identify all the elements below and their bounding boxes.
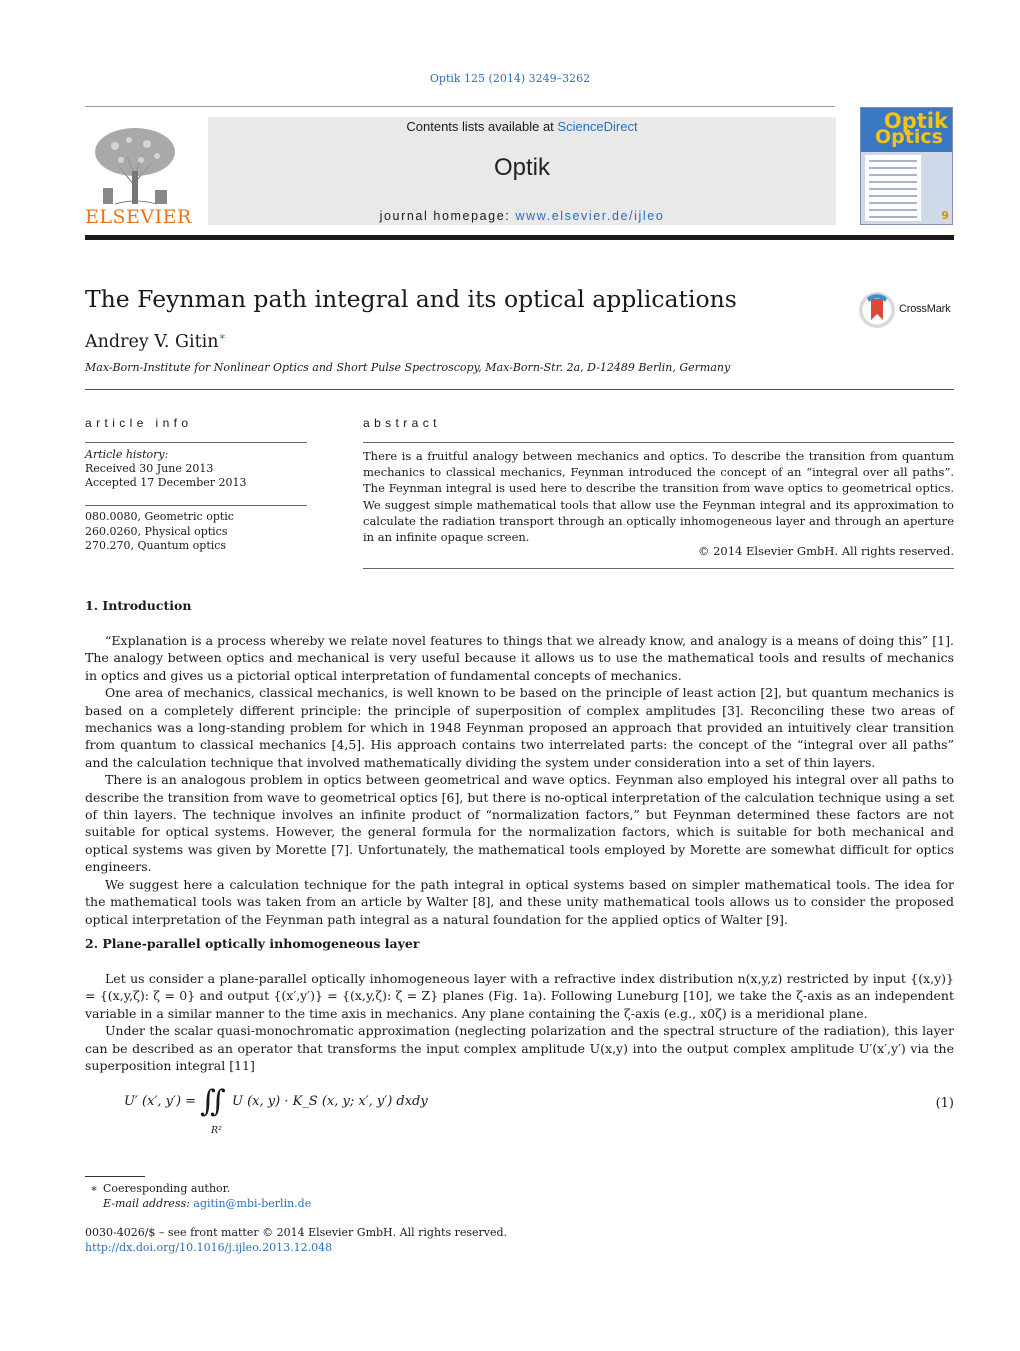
abstract-text: There is a fruitful analogy between mechanics and optics. To describe the transition from quantum mechanics to classical mechanics, Feynman introduced the concept of an “integral over all paths”. The Feynman integral is used here to describe the transition from wave optics to geometrical optics. We suggest simple mathematical tools that allow use the Feynman integral and its approximation to calculate the radiation transport through an optically inhomogeneous layer and through an aperture in an infinite opaque screen.: [363, 449, 954, 545]
doi-link[interactable]: http://dx.doi.org/10.1016/j.ijleo.2013.12.048: [85, 1240, 333, 1254]
equation-double-integral: ∬: [200, 1084, 226, 1119]
homepage-prefix: journal homepage:: [379, 209, 516, 223]
cover-title-optics: Optics: [875, 126, 943, 148]
section-heading-plane-parallel-layer: 2. Plane-parallel optically inhomogeneous layer: [85, 936, 420, 951]
article-title: The Feynman path integral and its optical applications: [85, 285, 737, 313]
journal-homepage: [208, 209, 836, 223]
abstract-heading: abstract: [363, 416, 441, 430]
cover-contents-panel: [865, 155, 921, 221]
sciencedirect-link[interactable]: ScienceDirect: [557, 119, 638, 134]
accepted-date: Accepted 17 December 2013: [85, 476, 247, 489]
journal-cover-thumbnail[interactable]: [860, 107, 953, 225]
email-link[interactable]: agitin@mbi-berlin.de: [193, 1196, 312, 1210]
section-heading-introduction: 1. Introduction: [85, 598, 192, 613]
footnote-mark: ∗: [90, 1182, 98, 1195]
history-label: Article history:: [85, 448, 169, 461]
abstract-copyright: © 2014 Elsevier GmbH. All rights reserved.: [697, 544, 954, 558]
contents-line: [208, 119, 836, 134]
article-info-rule: [85, 442, 307, 443]
contents-prefix: Contents lists available at: [406, 119, 558, 134]
corresponding-author-mark[interactable]: ∗: [218, 330, 226, 343]
paragraph: Let us consider a plane-parallel optically inhomogeneous layer with a refractive index distribution n(x,y,z) restricted by input {(x,y)} = {(x,y,ζ): ζ = 0} and output {(x′,y′)} = {(x,y,ζ): ζ = Z} planes (Fig. 1a). Following Luneburg [10], we take the ζ-axis as an independent variable in a similar manner to the time axis in mechanics. Any plane containing the ζ-axis (e.g., x0ζ) is a meridional plane.: [85, 971, 954, 1021]
crossmark-label[interactable]: CrossMark: [899, 303, 951, 315]
footnote-text: Coeresponding author.: [103, 1182, 231, 1195]
title-block-rule: [85, 389, 954, 390]
keywords-list: [85, 510, 234, 554]
journal-name: Optik: [493, 154, 550, 181]
journal-citation-link[interactable]: Optik 125 (2014) 3249–3262: [429, 72, 591, 85]
elsevier-wordmark: ELSEVIER: [85, 206, 192, 228]
issn-line: 0030-4026/$ – see front matter © 2014 Elsevier GmbH. All rights reserved.: [85, 1226, 508, 1239]
article-history: [85, 448, 247, 490]
paragraph: One area of mechanics, classical mechanics, is well known to be based on the principle of least action [2], but quantum mechanics is based on a completely different principle: the principle of superposition of complex amplitudes [3]. Reconciling these two areas of mechanics was a long-standing problem for which in 1948 Feynman proposed an approach that provided an intuitively clear transition from quantum to classical mechanics [4,5]. His approach contains two interrelated parts: the concept of the “integral over all paths” and the calculation technique that involved mathematically dividing the system under consideration into a set of thin layers.: [85, 685, 954, 770]
footnote-email-line: [85, 1197, 311, 1212]
cover-issue-number: 9: [941, 209, 949, 222]
paragraph: “Explanation is a process whereby we relate novel features to things that we already know, and analogy is a means of doing this” [1]. The analogy between optics and mechanical is very useful because it allows us to use the mathematical tools and results of mechanics in optics and gives us a pictorial optical interpretation of fundamental concepts of mechanics.: [85, 633, 954, 683]
equation-integration-domain: R²: [211, 1125, 222, 1136]
keyword: 260.0260, Physical optics: [85, 524, 228, 538]
section2-body: [85, 970, 954, 1074]
email-label: E-mail address:: [103, 1196, 190, 1210]
introduction-body: [85, 632, 954, 928]
received-date: Received 30 June 2013: [85, 462, 214, 475]
paragraph: Under the scalar quasi-monochromatic approximation (neglecting polarization and the spectral structure of the radiation), this layer can be described as an operator that transforms the input complex amplitude U(x,y) into the output complex amplitude U′(x′,y′) via the superposition integral [11]: [85, 1023, 954, 1074]
author-name: Andrey V. Gitin: [85, 331, 219, 352]
author-line: [85, 330, 226, 352]
footnote-rule: [85, 1176, 145, 1177]
paragraph: We suggest here a calculation technique for the path integral in optical systems based on simpler mathematical tools. The idea for the mathematical tools was taken from an article by Walter [8], and these unity mathematical tools allows us to consider the proposed optical interpretation of the Feynman path integral as a natural foundation for the applied optics of Walter [9].: [85, 876, 954, 927]
footnote-author-line: [85, 1182, 311, 1197]
paragraph: There is an analogous problem in optics between geometrical and wave optics. Feynman also employed his integral over all paths to describe the transition from wave to geometrical optics [6], but there is no-optical interpretation of the calculation technique using a set of thin layers. The technique involves an infinite product of “normalization factors,” but Feynman determined these factors are not suitable for optical systems. However, the general formula for the normalization factors, which is suitable for both mechanical and optical systems was given by Morette [7]. Unfortunately, the mathematical tools employed by Morette are somewhat difficult for optics engineers.: [85, 772, 955, 875]
abstract-rule: [363, 442, 954, 443]
front-matter: [85, 1226, 507, 1255]
article-info-heading: article info: [85, 416, 193, 430]
equation-lhs: U′ (x′, y′) =: [124, 1094, 197, 1109]
author-affiliation: Max-Born-Institute for Nonlinear Optics and Short Pulse Spectroscopy, Max-Born-Str. 2a, D-12489 Berlin, Germany: [85, 361, 731, 374]
cover-title-optik: Optik: [883, 109, 948, 133]
keywords-rule: [85, 505, 307, 506]
footnote: [85, 1182, 311, 1211]
equation-number: (1): [935, 1096, 954, 1111]
keyword: 270.270, Quantum optics: [85, 539, 227, 553]
homepage-link[interactable]: www.elsevier.de/ijleo: [515, 209, 665, 223]
abstract-bottom-rule: [363, 568, 954, 569]
header-heavy-rule: [85, 235, 954, 240]
header-top-rule: [85, 106, 835, 107]
equation-rhs: U (x, y) · K_S (x, y; x′, y′) dxdy: [232, 1094, 428, 1109]
keyword: 080.0080, Geometric optic: [85, 510, 234, 523]
